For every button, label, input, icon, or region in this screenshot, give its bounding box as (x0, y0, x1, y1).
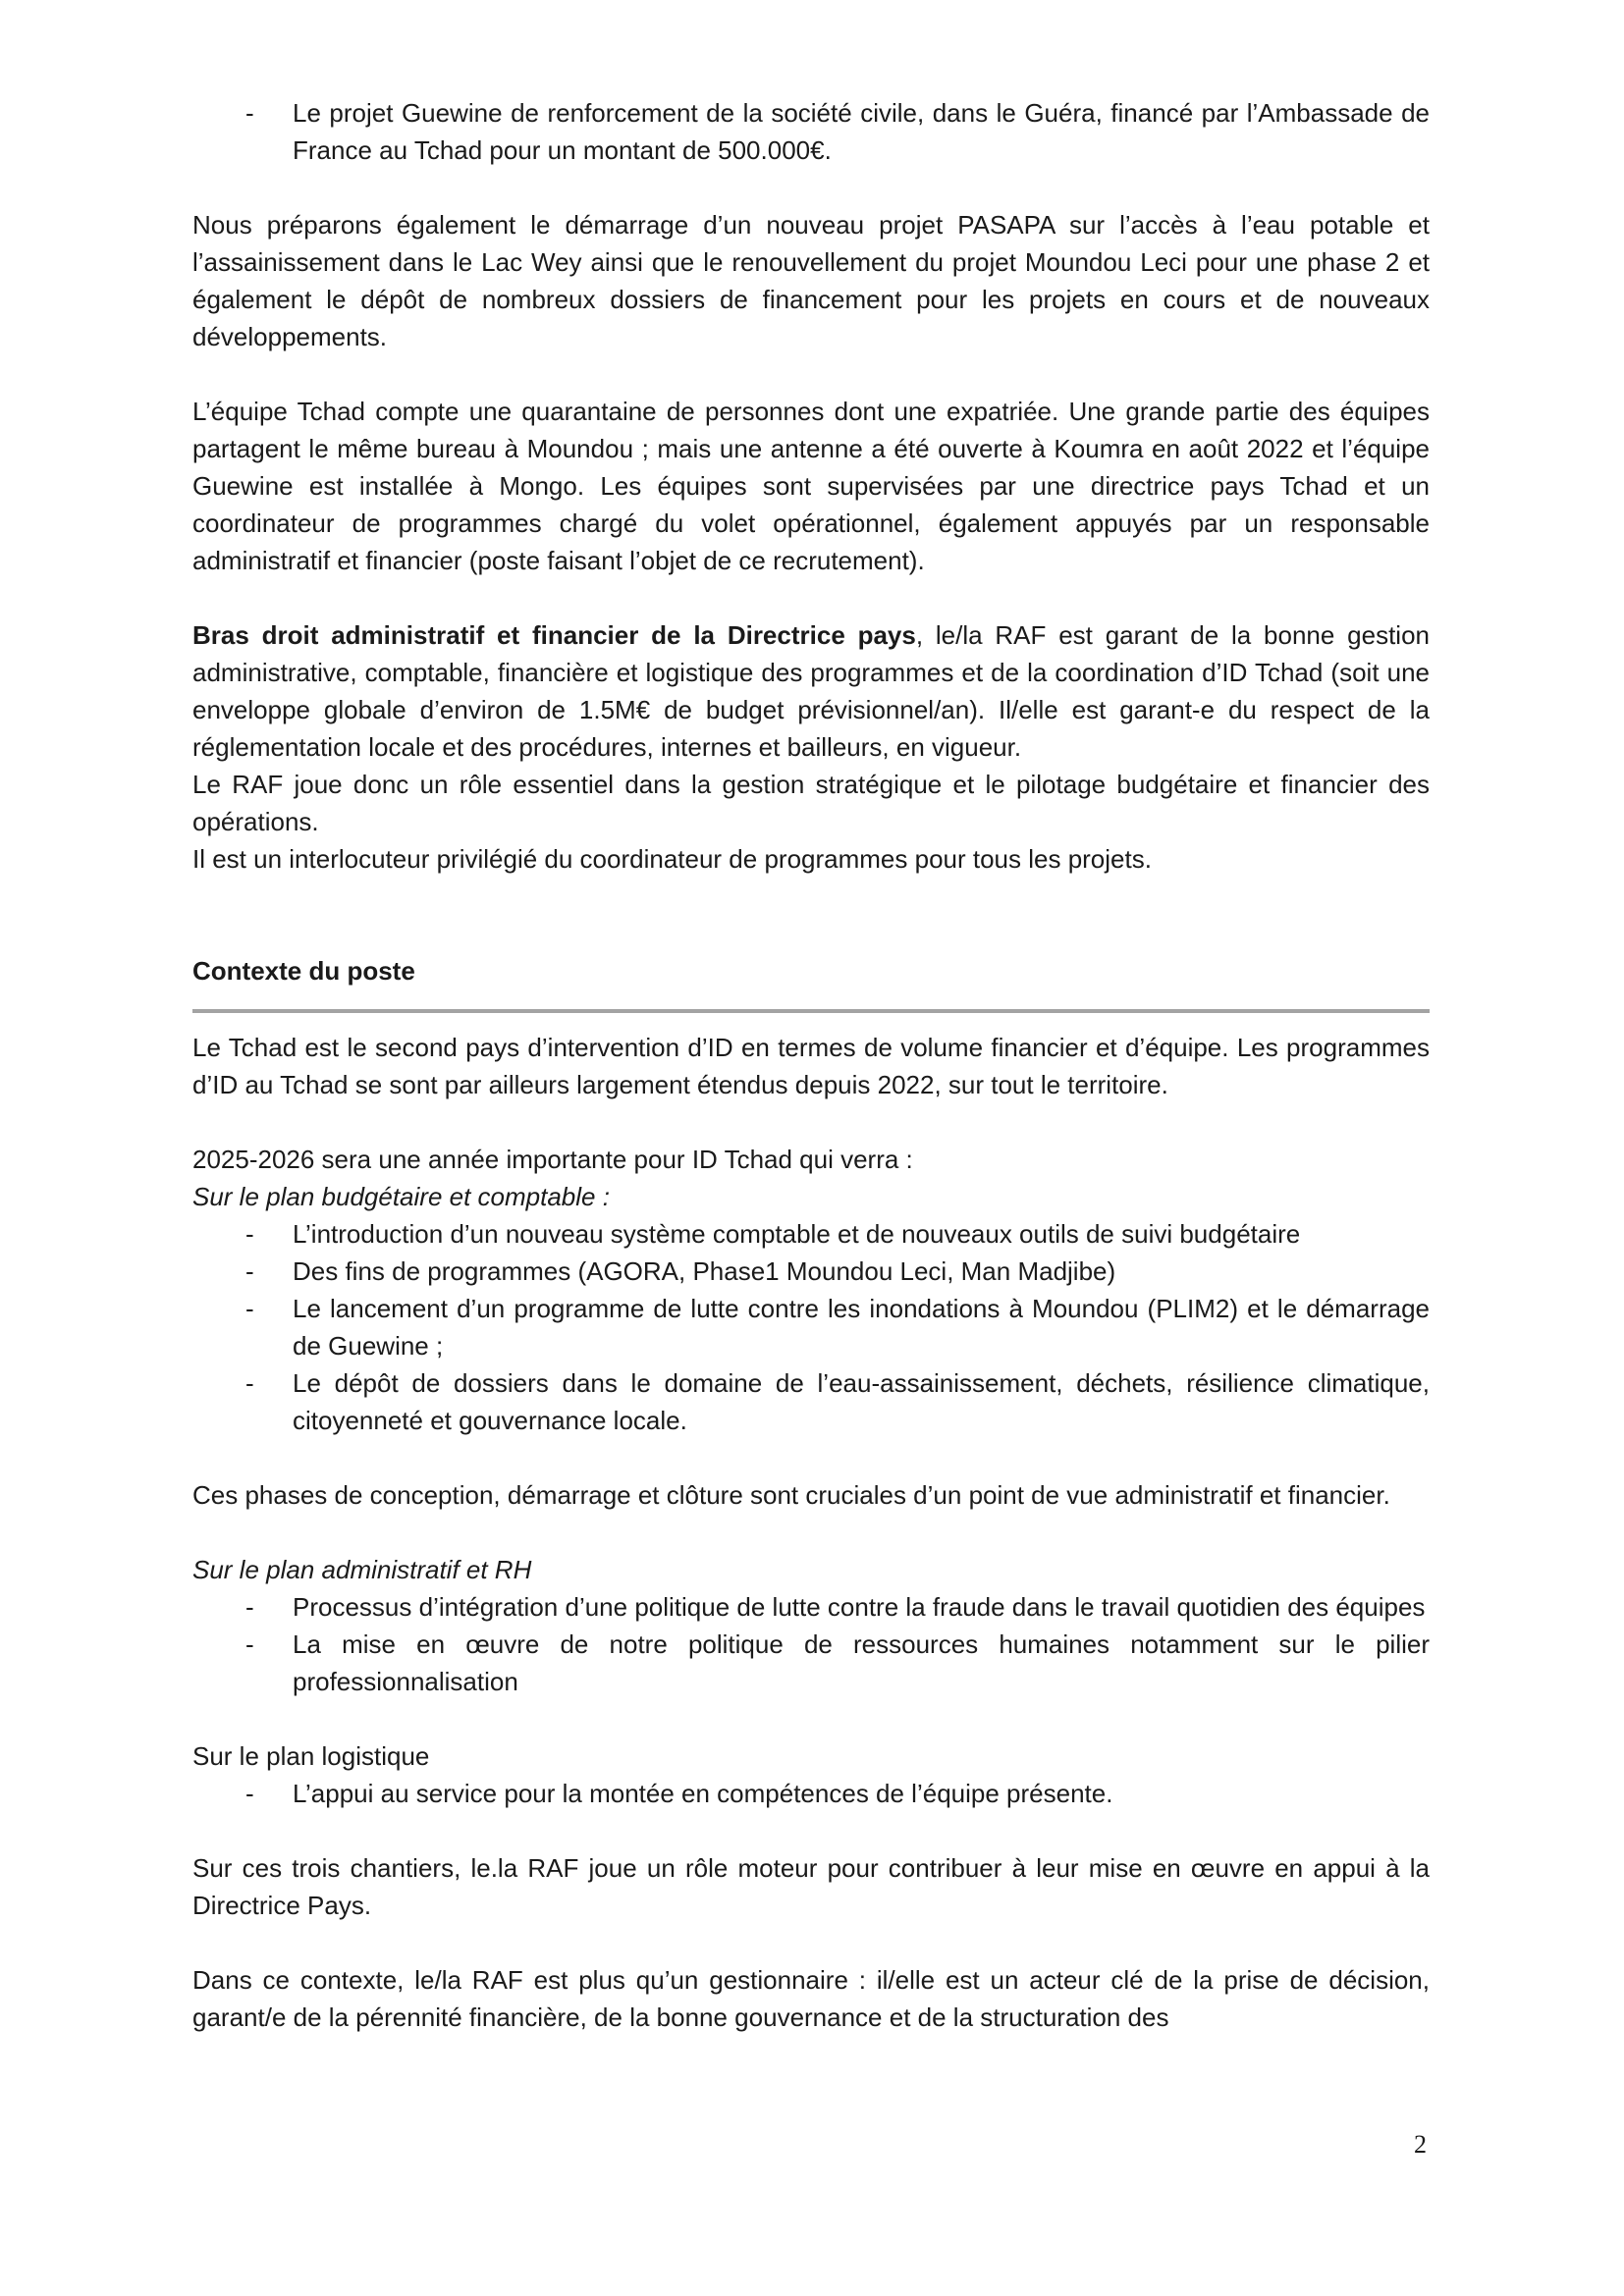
list-item-text: Le projet Guewine de renforcement de la société civile, dans le Guéra, financé par l’Ambassade de France au Tchad pour un montant de 500.000€. (293, 98, 1430, 165)
list-item-text: La mise en œuvre de notre politique de ressources humaines notamment sur le pilier professionnalisation (293, 1629, 1430, 1696)
subheading-budget: Sur le plan budgétaire et comptable : (192, 1182, 610, 1211)
list-item-text: L’introduction d’un nouveau système comptable et de nouveaux outils de suivi budgétaire (293, 1219, 1301, 1249)
paragraph-team: L’équipe Tchad compte une quarantaine de personnes dont une expatriée. Une grande partie des équipes partagent le même bureau à Moundou ; mais une antenne a été ouverte à Koumra en août 2022 et l’équipe Guewine est installée à Mongo. Les équipes sont supervisées par une directrice pays Tchad et un coordinateur de programmes chargé du volet opérationnel, également appuyés par un responsable administratif et financier (poste faisant l’objet de ce recrutement). (192, 397, 1430, 575)
paragraph-year-lead: 2025-2026 sera une année importante pour ID Tchad qui verra : (192, 1145, 913, 1174)
paragraph-context-intro: Le Tchad est le second pays d’intervention d’ID en termes de volume financier et d’équipe. Les programmes d’ID au Tchad se sont par ailleurs largement étendus depuis 2022, sur tout le territoire. (192, 1033, 1430, 1099)
list-item (192, 1253, 1430, 1290)
list-item-text: Processus d’intégration d’une politique de lutte contre la fraude dans le travail quotidien des équipes (293, 1592, 1426, 1622)
section-heading-contexte: Contexte du poste (192, 956, 415, 986)
list-item-text: Des fins de programmes (AGORA, Phase1 Moundou Leci, Man Madjibe) (293, 1256, 1116, 1286)
role-text: , le/la RAF est garant de la bonne gestion administrative, comptable, financière et logistique des programmes et de la coordination d’ID Tchad (soit une enveloppe globale d’environ de 1.5M€ de budget prévisionnel/an). Il/elle est garant-e du respect de la réglementation locale et des procédures, internes et bailleurs, en vigueur. (192, 620, 1430, 762)
logistics-list (192, 1775, 1430, 1812)
paragraph-role (192, 616, 1430, 766)
list-item-text: Le dépôt de dossiers dans le domaine de l’eau-assainissement, déchets, résilience climatique, citoyenneté et gouvernance locale. (293, 1368, 1430, 1435)
list-item (192, 1588, 1430, 1626)
budget-list (192, 1215, 1430, 1439)
intro-bullet-list (192, 94, 1430, 169)
list-item (192, 1626, 1430, 1700)
list-item (192, 1775, 1430, 1812)
subheading-admin: Sur le plan administratif et RH (192, 1555, 532, 1584)
list-item-text: L’appui au service pour la montée en compétences de l’équipe présente. (293, 1779, 1113, 1808)
role-bold-lead: Bras droit administratif et financier de la Directrice pays (192, 620, 916, 650)
paragraph-preparation: Nous préparons également le démarrage d’un nouveau projet PASAPA sur l’accès à l’eau potable et l’assainissement dans le Lac Wey ainsi que le renouvellement du projet Moundou Leci pour une phase 2 et également le dépôt de nombreux dossiers de financement pour les projets en cours et de nouveaux développements. (192, 210, 1430, 351)
dash-bullet-icon: - (245, 1256, 254, 1286)
list-item (192, 1364, 1430, 1439)
list-item (192, 94, 1430, 169)
list-item (192, 1215, 1430, 1253)
dash-bullet-icon: - (245, 1592, 254, 1622)
dash-bullet-icon: - (245, 1368, 254, 1398)
list-item (192, 1290, 1430, 1364)
paragraph-role-line3: Il est un interlocuteur privilégié du coordinateur de programmes pour tous les projets. (192, 844, 1152, 874)
dash-bullet-icon: - (245, 1779, 254, 1808)
page-number: 2 (1414, 2130, 1427, 2159)
admin-list (192, 1588, 1430, 1700)
list-item-text: Le lancement d’un programme de lutte contre les inondations à Moundou (PLIM2) et le démarrage de Guewine ; (293, 1294, 1430, 1361)
paragraph-three-projects: Sur ces trois chantiers, le.la RAF joue un rôle moteur pour contribuer à leur mise en œuvre en appui à la Directrice Pays. (192, 1853, 1430, 1920)
dash-bullet-icon: - (245, 1294, 254, 1323)
section-divider (192, 1009, 1430, 1013)
paragraph-role-line2: Le RAF joue donc un rôle essentiel dans la gestion stratégique et le pilotage budgétaire et financier des opérations. (192, 770, 1430, 836)
subheading-logistics: Sur le plan logistique (192, 1741, 430, 1771)
dash-bullet-icon: - (245, 1629, 254, 1659)
paragraph-conclusion: Dans ce contexte, le/la RAF est plus qu’un gestionnaire : il/elle est un acteur clé de la prise de décision, garant/e de la pérennité financière, de la bonne gouvernance et de la structuration des (192, 1965, 1430, 2032)
paragraph-phases-note: Ces phases de conception, démarrage et clôture sont cruciales d’un point de vue administratif et financier. (192, 1480, 1390, 1510)
dash-bullet-icon: - (245, 98, 254, 128)
document-page (192, 94, 1430, 2036)
dash-bullet-icon: - (245, 1219, 254, 1249)
